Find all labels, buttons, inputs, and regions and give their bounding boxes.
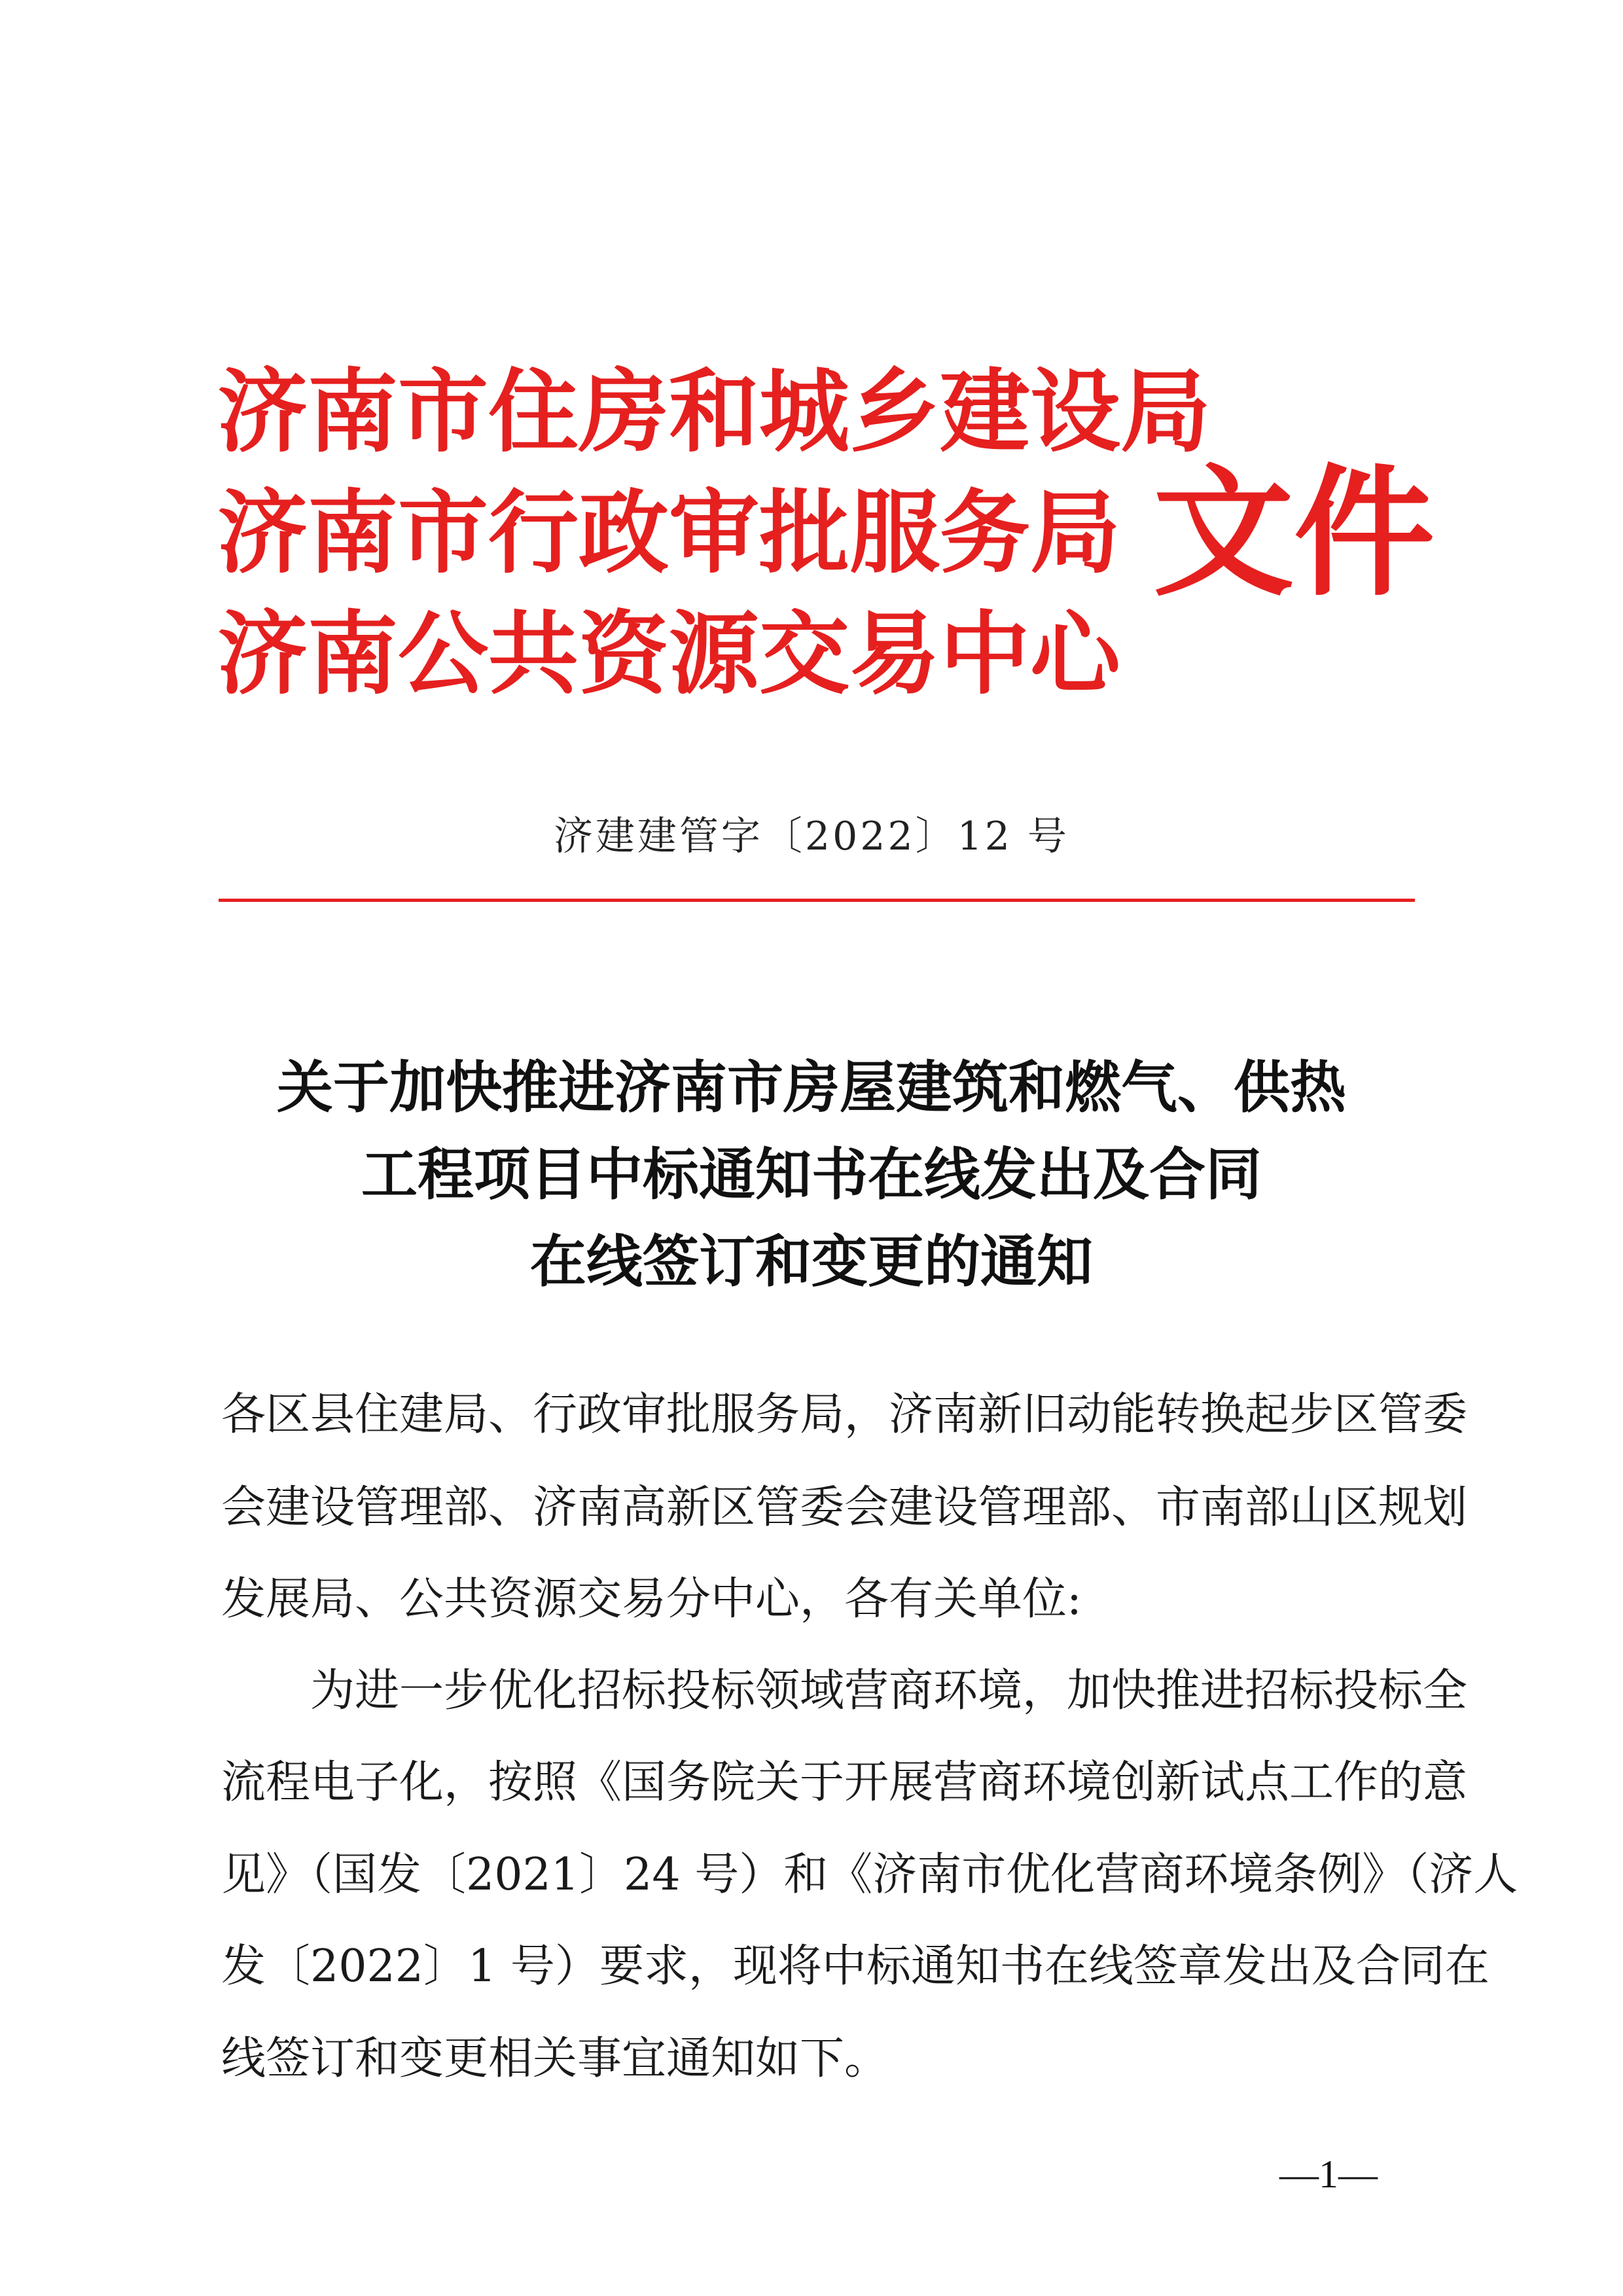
paragraph-line: 见》（国发〔2021〕24 号）和《济南市优化营商环境条例》（济人 <box>221 1849 1518 1901</box>
addressee-line: 各区县住建局、行政审批服务局，济南新旧动能转换起步区管委 <box>221 1389 1468 1441</box>
issuer-administrative-approval-bureau: 济南市行政审批服务局 <box>217 480 1121 586</box>
document-type-label: 文件 <box>1153 451 1435 615</box>
page-number: —1— <box>1279 2153 1378 2196</box>
issuer-public-resources-trading-center: 济南公共资源交易中心 <box>217 601 1121 707</box>
document-header <box>217 357 1435 710</box>
paragraph-line: 发〔2022〕1 号）要求，现将中标通知书在线签章发出及合同在 <box>221 1941 1489 1992</box>
header-divider <box>219 899 1415 902</box>
paragraph-line: 线签订和变更相关事宜通知如下。 <box>221 2033 889 2085</box>
addressee-line: 发展局、公共资源交易分中心，各有关单位: <box>221 1573 1082 1625</box>
title-line: 关于加快推进济南市房屋建筑和燃气、供热 <box>277 1054 1346 1121</box>
title-line: 在线签订和变更的通知 <box>530 1229 1093 1295</box>
paragraph-line: 为进一步优化招标投标领域营商环境，加快推进招标投标全 <box>310 1665 1468 1717</box>
paragraph-line: 流程电子化，按照《国务院关于开展营商环境创新试点工作的意 <box>221 1757 1468 1808</box>
addressee-line: 会建设管理部、济南高新区管委会建设管理部、市南部山区规划 <box>221 1482 1468 1534</box>
document-number: 济建建管字〔2022〕12 号 <box>553 814 1070 859</box>
issuer-housing-bureau: 济南市住房和城乡建设局 <box>217 359 1211 465</box>
title-line: 工程项目中标通知书在线发出及合同 <box>361 1141 1262 1208</box>
